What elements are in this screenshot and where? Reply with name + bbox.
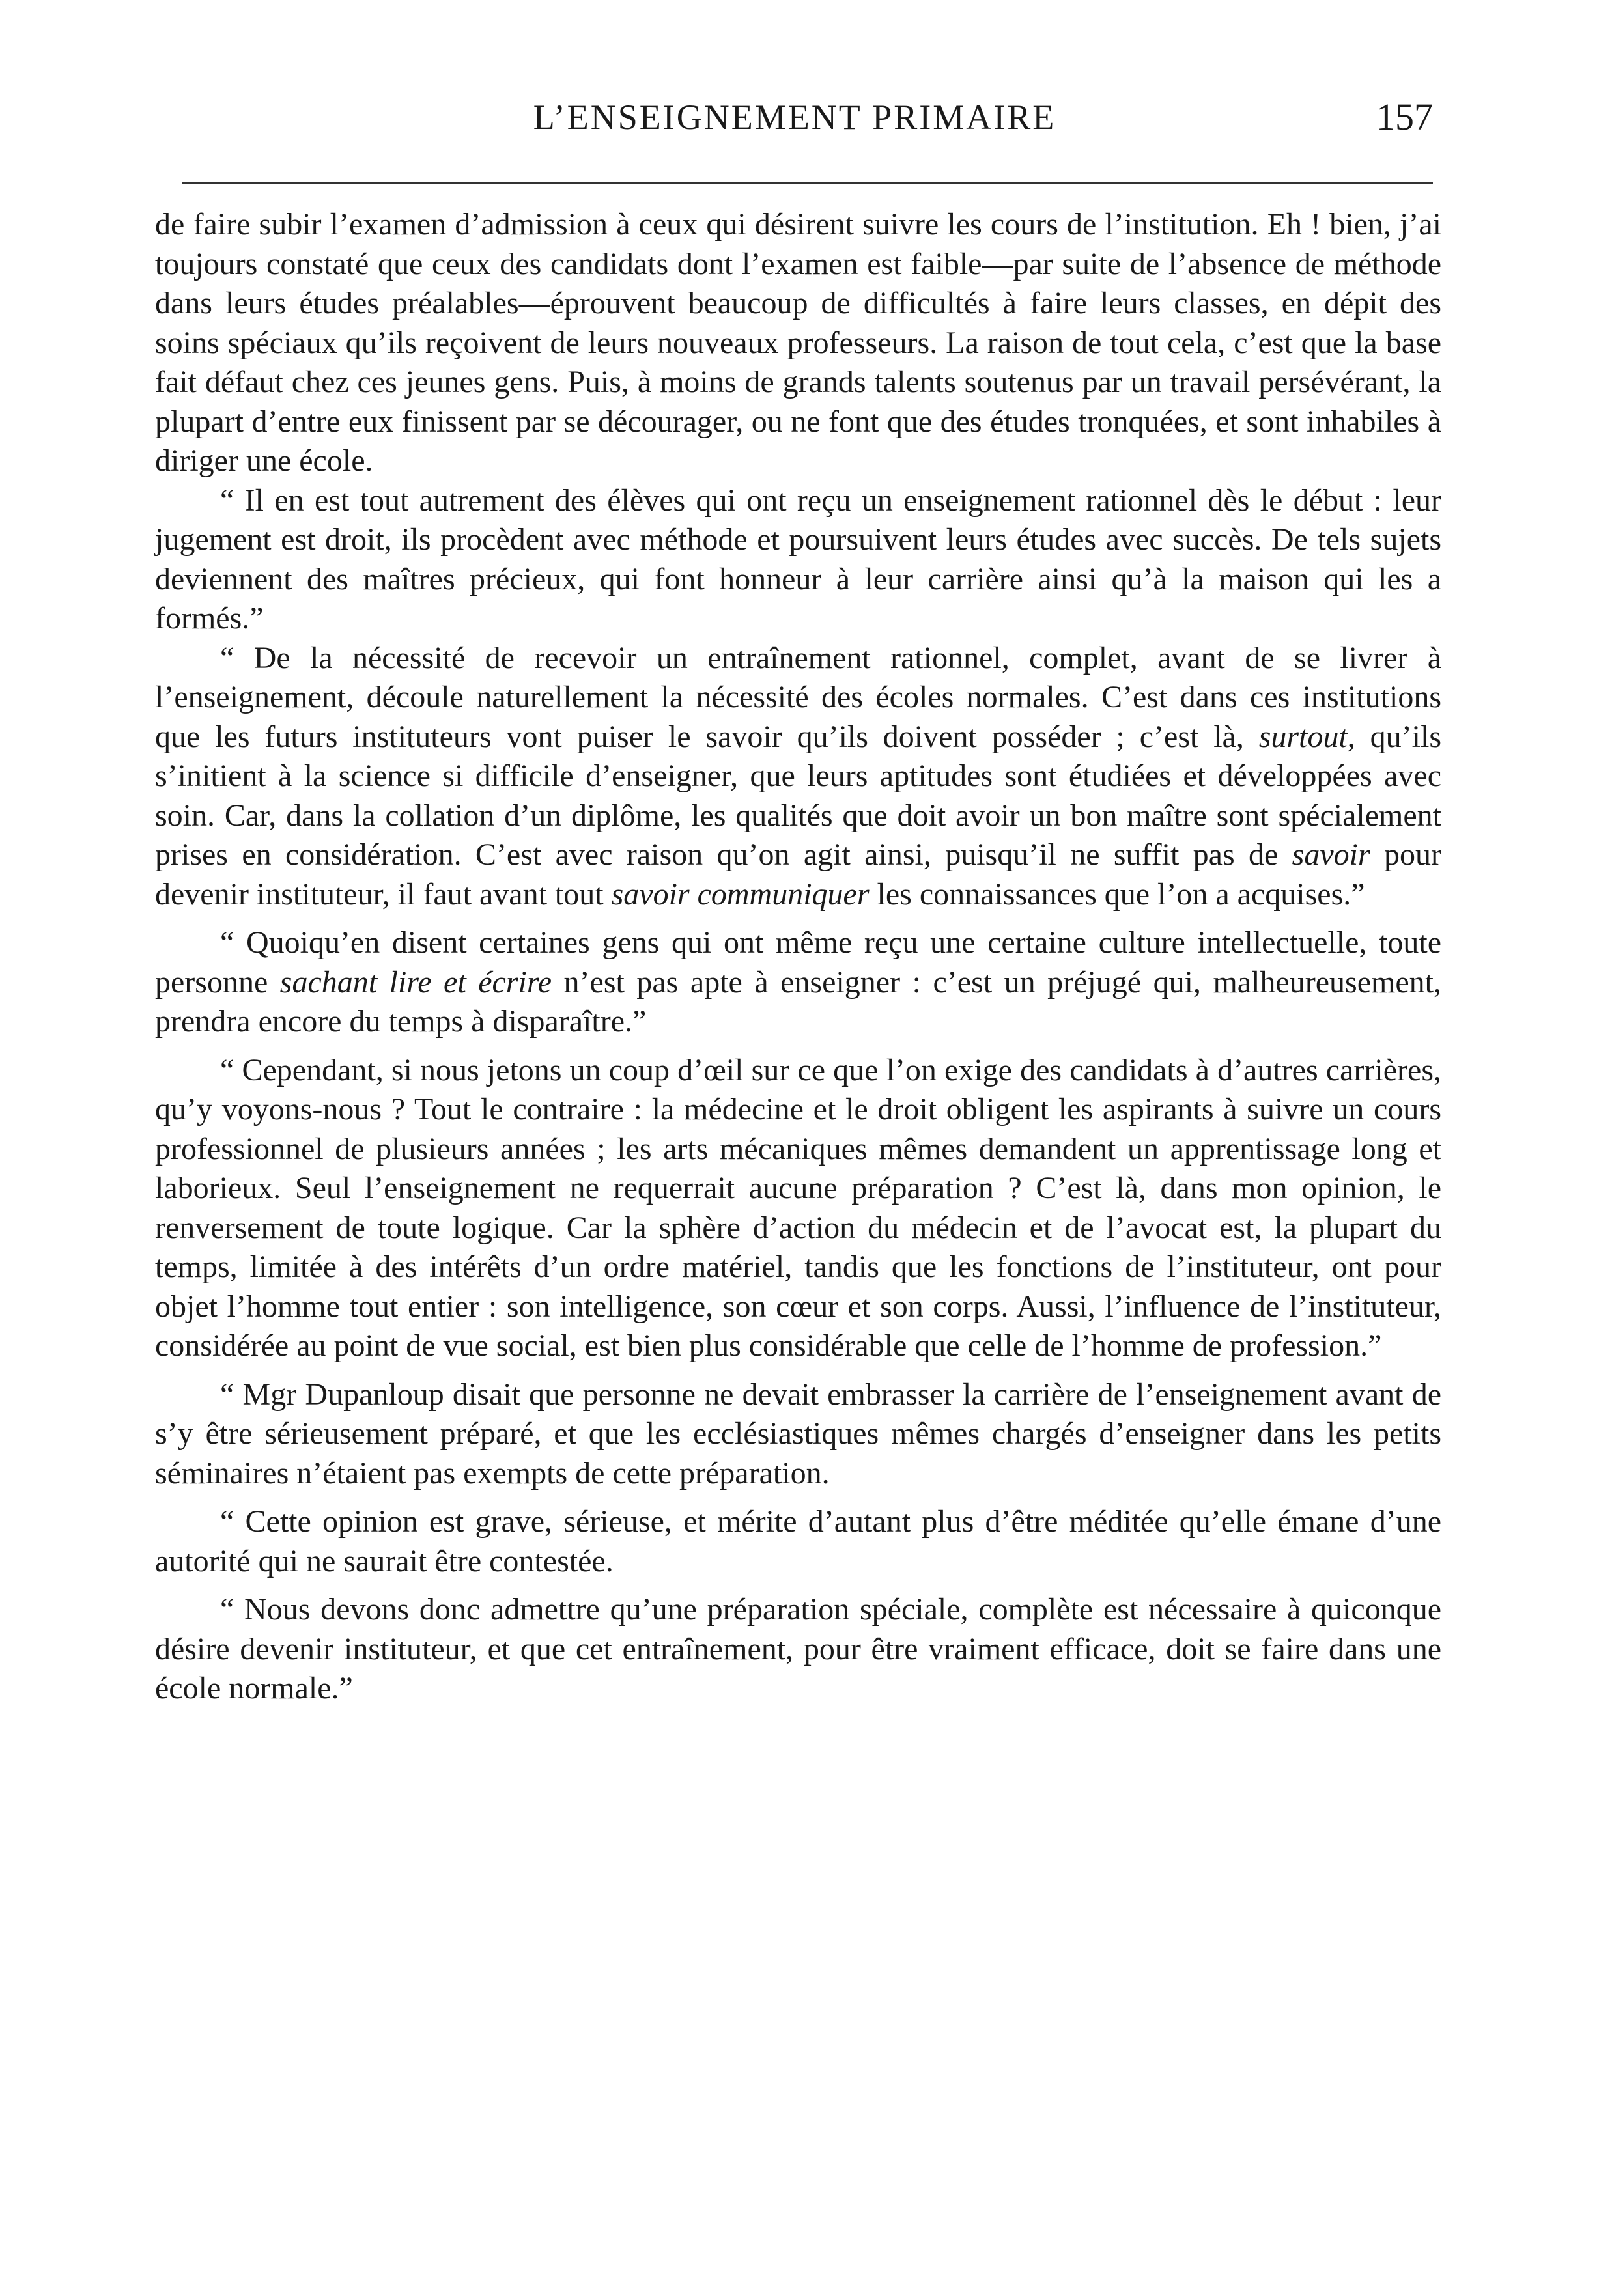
italic-text: surtout [1258,719,1348,754]
paragraph [155,205,1441,481]
paragraph-text: “ Il en est tout autrement des élèves qui ont reçu un enseignement rationnel dès le début : leur jugement est droit, ils procèdent avec méthode et poursuivent leurs études avec succès. De tels sujets deviennent des maîtres précieux, qui font honneur à leur carrière ainsi qu’à la maison qui les a formés.” [155,483,1441,636]
paragraph-text: “ Cependant, si nous jetons un coup d’œil sur ce que l’on exige des candidats à d’autres carrières, qu’y voyons-nous ? Tout le contraire : la médecine et le droit obligent les aspirants à suivre un cours professionnel de plusieurs années ; les arts mécaniques mêmes demandent un apprentissage long et laborieux. Seul l’enseignement ne requerrait aucune préparation ? C’est là, dans mon opinion, le renversement de toute logique. Car la sphère d’action du médecin et de l’avocat est, la plupart du temps, limitée à des intérêts d’un ordre matériel, tandis que les fonctions de l’instituteur, ont pour objet l’homme tout entier : son intelligence, son cœur et son corps. Aussi, l’influence de l’instituteur, considérée au point de vue social, est bien plus considérable que celle de l’homme de profession.” [155,1052,1441,1363]
paragraph [155,1375,1441,1494]
running-title: L’ENSEIGNEMENT PRIMAIRE [533,98,1056,137]
paragraph [155,481,1441,639]
paragraph [155,639,1441,915]
paragraph-text: “ De la nécessité de recevoir un entraînement rationnel, complet, avant de se livrer à l’enseignement, découle naturellement la nécessité des écoles normales. C’est dans ces institutions que les futurs instituteurs vont puiser le savoir qu’ils doivent posséder ; c’est là, [155,640,1441,754]
paragraph [155,1051,1441,1366]
italic-text: savoir [1292,837,1370,872]
paragraph-text: “ Quoiqu’en disent certaines gens qui ont même reçu une certaine culture intellectuelle, toute personne [155,925,1441,1000]
paragraph-text: “ Cette opinion est grave, sérieuse, et mérite d’autant plus d’être méditée qu’elle émane d’une autorité qui ne saurait être contestée. [155,1504,1441,1578]
running-head [156,91,1433,143]
paragraph-text: les connaissances que l’on a acquises.” [869,876,1365,912]
paragraph-text: n’est pas apte à enseigner : c’est un préjugé qui, malheureusement, prendra encore du temps à disparaître.” [155,964,1441,1039]
paragraph-text: pour devenir instituteur, il faut avant tout [155,837,1442,912]
paragraph-text: de faire subir l’examen d’admission à ceux qui désirent suivre les cours de l’institution. Eh ! bien, j’ai toujours constaté que ceux des candidats dont l’examen est faible—par suite de l’absence de méthode dans leurs études préalables—éprouvent beaucoup de difficultés à faire leurs classes, en dépit des soins spéciaux qu’ils reçoivent de leurs nouveaux professeurs. La raison de tout cela, c’est que la base fait défaut chez ces jeunes gens. Puis, à moins de grands talents soutenus par un travail persévérant, la plupart d’entre eux finissent par se décourager, ou ne font que des études tronquées, et sont inhabiles à diriger une école. [155,207,1441,478]
paragraph [155,923,1441,1042]
page-number: 157 [1376,96,1433,138]
paragraph [155,1502,1441,1581]
italic-text: savoir communiquer [611,876,870,912]
text-body [155,205,1441,1709]
paragraph [155,1590,1441,1709]
paragraph-text: “ Nous devons donc admettre qu’une préparation spéciale, complète est nécessaire à quiconque désire devenir instituteur, et que cet entraînement, pour être vraiment efficace, doit se faire dans une école normale.” [155,1592,1441,1705]
paragraph-text: “ Mgr Dupanloup disait que personne ne devait embrasser la carrière de l’enseignement avant de s’y être sérieusement préparé, et que les ecclésiastiques mêmes chargés d’enseigner dans les petits séminaires n’étaient pas exempts de cette préparation. [155,1377,1441,1491]
paragraph-text: , qu’ils s’initient à la science si difficile d’enseigner, que leurs aptitudes sont étudiées et développées avec soin. Car, dans la collation d’un diplôme, les qualités que doit avoir un bon maître sont spécialement prises en considération. C’est avec raison qu’on agit ainsi, puisqu’il ne suffit pas de [155,719,1442,872]
italic-text: sachant lire et écrire [279,964,552,1000]
header-rule [182,182,1433,184]
